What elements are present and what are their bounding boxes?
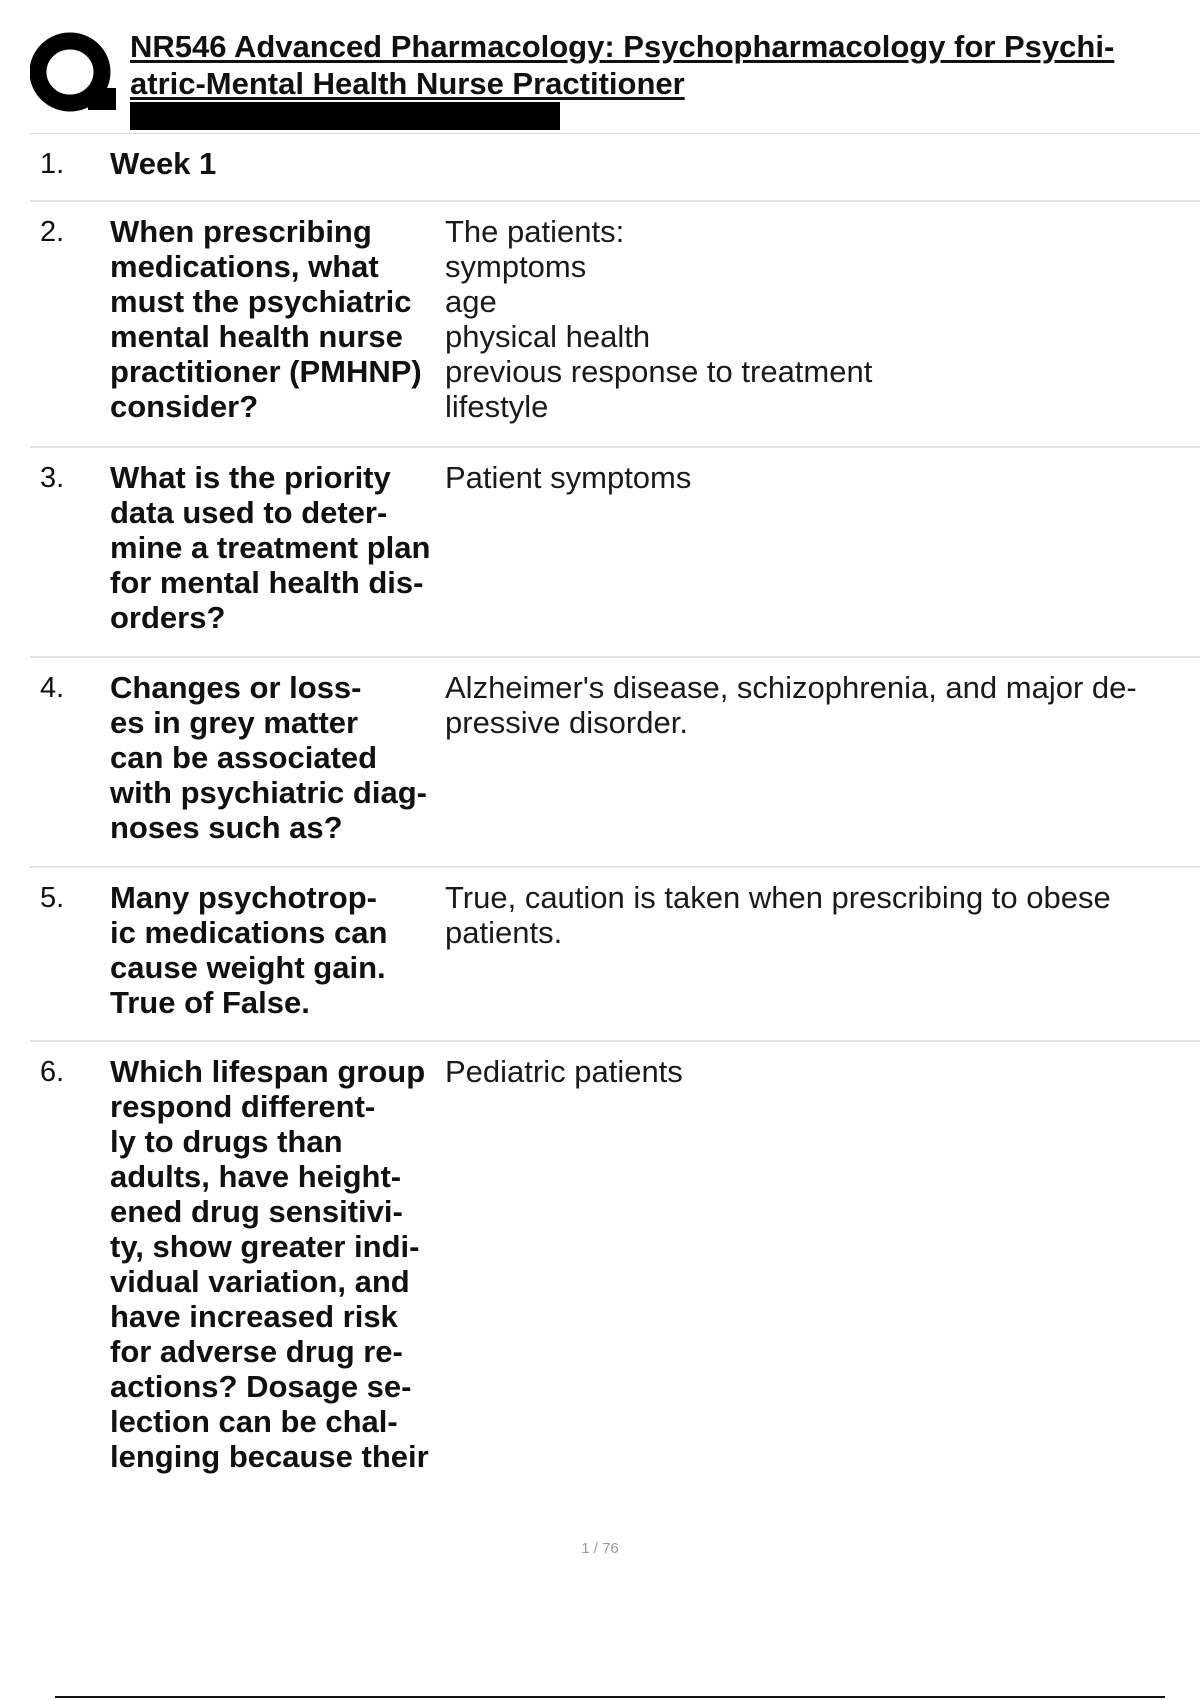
flashcard-row [30,448,1200,658]
card-definition: Alzheimer's disease, schizophrenia, and major de- pressive disorder. [445,670,1137,740]
document-title: NR546 Advanced Pharmacology: Psychopharmacology for Psychi- atric-Mental Health Nurse Practitioner [130,29,1115,101]
card-number: 3. [40,462,65,494]
flashcard-row [30,134,1200,202]
flashcard-list [30,134,1200,1482]
card-term: When prescribing medications, what must the psychiatric mental health nurse practitioner (PMHNP) consider? [110,214,422,424]
document-header [30,28,1200,132]
card-definition: Patient symptoms [445,460,692,495]
card-number: 1. [40,148,65,180]
flashcard-row [30,1042,1200,1482]
card-term: Week 1 [110,146,217,181]
card-definition: The patients: symptoms age physical health previous response to treatment lifestyle [445,214,873,424]
footer-divider [55,1696,1165,1698]
card-term: Which lifespan group respond different- ly to drugs than adults, have height- ened drug sensitivi- ty, show greater indi- vidual variation, and have increased risk for adverse drug re- actions? Dosage se- lection can be chal- lenging because their [110,1054,429,1474]
card-term: Changes or loss- es in grey matter can be associated with psychiatric diag- noses such as? [110,670,427,845]
flashcard-row [30,658,1200,868]
card-number: 4. [40,672,65,704]
card-term: Many psychotrop- ic medications can cause weight gain. True of False. [110,880,388,1020]
card-number: 2. [40,216,65,248]
redacted-block [130,102,560,130]
card-number: 5. [40,882,65,914]
flashcard-row [30,868,1200,1042]
card-number: 6. [40,1056,65,1088]
card-definition: True, caution is taken when prescribing to obese patients. [445,880,1111,950]
card-definition: Pediatric patients [445,1054,683,1089]
page-indicator: 1 / 76 [581,1540,619,1557]
card-term: What is the priority data used to deter- mine a treatment plan for mental health dis- orders? [110,460,431,635]
q-logo-icon [30,32,116,114]
flashcard-row [30,202,1200,448]
